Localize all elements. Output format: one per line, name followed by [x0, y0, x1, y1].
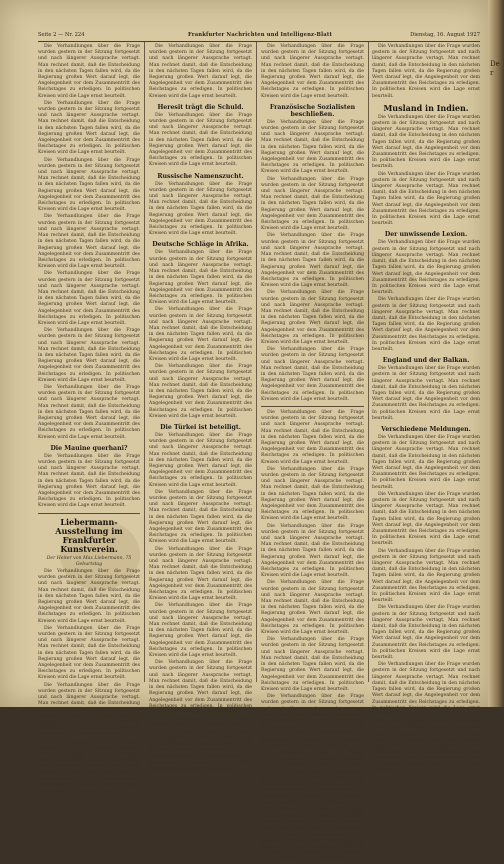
- column-divider: [256, 42, 257, 682]
- article-paragraph: Die Verhandlungen über die Frage wurden gestern in der Sitzung fortgesetzt und nach längerer Aussprache vertagt. Man rechnet damit, daß die Entscheidung in den nächsten Tagen fallen wird, da die Regierung großen Wert darauf legt, die Angelegenheit vor dem Zusammentritt des Reichstages zu erledigen. In politischen Kreisen wird die Lage ernst beurteilt.: [149, 717, 252, 772]
- article-text: [261, 410, 364, 864]
- column-4: [372, 44, 480, 774]
- column-3: [261, 44, 364, 863]
- article-paragraph: Die Verhandlungen über die Frage wurden gestern in der Sitzung fortgesetzt und nach längerer Aussprache vertagt. Man rechnet damit, daß die Entscheidung in den nächsten Tagen fallen wird, da die Regierung großen Wert darauf legt, die Angelegenheit vor dem Zusammentritt des Reichstages zu erledigen. In politischen Kreisen wird die Lage ernst beurteilt.: [38, 271, 140, 326]
- article-paragraph: Die Verhandlungen über die Frage wurden gestern in der Sitzung fortgesetzt und nach längerer Aussprache vertagt. Man rechnet damit, daß die Entscheidung in den nächsten Tagen fallen wird, da die Regierung großen Wert darauf legt, die Angelegenheit vor dem Zusammentritt des Reichstages zu erledigen. In politischen Kreisen wird die Lage ernst beurteilt.: [38, 569, 140, 624]
- article-headline: Der unwissende Lexion.: [384, 231, 468, 239]
- article-paragraph: Die Verhandlungen über die Frage wurden gestern in der Sitzung fortgesetzt und nach längerer Aussprache vertagt. Man rechnet damit, daß die Entscheidung in den nächsten Tagen fallen wird, da die Regierung großen Wert darauf legt, die Angelegenheit vor dem Zusammentritt des Reichstages zu erledigen. In politischen Kreisen wird die Lage ernst beurteilt.: [38, 328, 140, 383]
- article-paragraph: Die Verhandlungen über die Frage wurden gestern in der Sitzung fortgesetzt und nach längerer Aussprache vertagt. Man rechnet damit, daß die Entscheidung in den nächsten Tagen fallen wird, da die Regierung großen Wert darauf legt, die Angelegenheit vor dem Zusammentritt des Reichstages zu erledigen. In politischen Kreisen wird die Lage ernst beurteilt.: [372, 605, 480, 661]
- article-text: [372, 435, 480, 775]
- article-paragraph: Die Verhandlungen über die Frage wurden gestern in der Sitzung fortgesetzt und nach längerer Aussprache vertagt. Man rechnet damit, daß die Entscheidung in den nächsten Tagen fallen wird, da die Regierung großen Wert darauf legt, die Angelegenheit vor dem Zusammentritt des Reichstages zu erledigen. In politischen Kreisen wird die Lage ernst beurteilt.: [149, 603, 252, 659]
- article-paragraph: Die Verhandlungen über die Frage wurden gestern in der Sitzung fortgesetzt und nach längerer Aussprache vertagt. Man rechnet damit, daß die Entscheidung in den nächsten Tagen fallen wird, da die Regierung großen Wert darauf legt, die Angelegenheit vor dem Zusammentritt des Reichstages zu erledigen. In politischen Kreisen wird die Lage ernst beurteilt.: [38, 214, 140, 270]
- article-paragraph: Die Verhandlungen über die Frage wurden gestern in der Sitzung fortgesetzt und nach längerer Aussprache vertagt. Man rechnet damit, daß die Entscheidung in den nächsten Tagen fallen wird, da die Regierung großen Wert darauf legt, die Angelegenheit vor dem Zusammentritt des Reichstages zu erledigen. In politischen Kreisen wird die Lage ernst beurteilt.: [372, 171, 480, 227]
- article-text: [372, 240, 480, 353]
- article-headline: Liebermann-Ausstellung im Frankfurter Kunstverein.: [55, 516, 123, 554]
- article-text: [372, 44, 480, 100]
- article-text: [261, 44, 364, 100]
- article-text: [38, 454, 140, 510]
- article-paragraph: Die Verhandlungen über die Frage wurden gestern in der Sitzung fortgesetzt und nach längerer Aussprache vertagt. Man rechnet damit, daß die Entscheidung in den nächsten Tagen fallen wird, da die Regierung großen Wert darauf legt, die Angelegenheit vor dem Zusammentritt des Reichstages zu erledigen. In politischen Kreisen wird die Lage ernst beurteilt.: [149, 546, 252, 602]
- header-masthead: Frankfurter Nachrichten und Intelligenz-Blatt: [188, 32, 333, 38]
- article-text: [149, 182, 252, 238]
- article-paragraph: Die Verhandlungen über die Frage wurden gestern in der Sitzung fortgesetzt und nach längerer Aussprache vertagt. Man rechnet damit, daß die Entscheidung in den nächsten Tagen fallen wird, da die Regierung großen Wert darauf legt, die Angelegenheit vor dem Zusammentritt des Reichstages zu erledigen. In politischen Kreisen wird die Lage ernst beurteilt.: [261, 44, 364, 99]
- article-text: [38, 569, 140, 795]
- article-paragraph: Die Verhandlungen über die Frage wurden gestern in der Sitzung fortgesetzt und nach längerer Aussprache vertagt. Man rechnet damit, daß die Entscheidung in den nächsten Tagen fallen wird, da die Regierung großen Wert darauf legt, die Angelegenheit vor dem Zusammentritt des Reichstages zu erledigen. In politischen Kreisen wird die Lage ernst beurteilt.: [261, 119, 364, 175]
- article-paragraph: Die Verhandlungen über die Frage wurden gestern in der Sitzung fortgesetzt und nach längerer Aussprache vertagt. Man rechnet damit, daß die Entscheidung in den nächsten Tagen fallen wird, da die Regierung großen Wert darauf legt, die Angelegenheit vor dem Zusammentritt des Reichstages zu erledigen. In politischen Kreisen wird die Lage ernst beurteilt.: [372, 548, 480, 604]
- article-separator: [38, 513, 140, 514]
- article-text: [149, 250, 252, 419]
- article-headline: Deutsche Schläge in Afrika.: [152, 241, 249, 249]
- article-text: [372, 115, 480, 228]
- article-paragraph: Die Verhandlungen über die Frage wurden gestern in der Sitzung fortgesetzt und nach längerer Aussprache vertagt. Man rechnet damit, daß die Entscheidung in den nächsten Tagen fallen wird, da die Regierung großen Wert darauf legt, die Angelegenheit vor dem Zusammentritt des Reichstages zu erledigen. In politischen Kreisen wird die Lage ernst beurteilt.: [372, 114, 480, 170]
- article-headline: Verschiedene Meldungen.: [381, 425, 471, 433]
- article-headline: Musland in Indien.: [383, 102, 469, 113]
- article-paragraph: Die Verhandlungen über die Frage wurden gestern in der Sitzung fortgesetzt und nach längerer Aussprache vertagt. Man rechnet damit, daß die Entscheidung in den nächsten Tagen fallen wird, da die Regierung großen Wert darauf legt, die Angelegenheit vor dem Zusammentritt des Reichstages zu erledigen. In politischen Kreisen wird die Lage ernst beurteilt.: [38, 157, 140, 213]
- article-paragraph: Die Verhandlungen über die Frage wurden gestern in der Sitzung fortgesetzt und nach längerer Aussprache vertagt. Man rechnet damit, daß die Entscheidung in den nächsten Tagen fallen wird, da die Regierung großen Wert darauf legt, die Angelegenheit vor dem Zusammentritt des Reichstages zu erledigen. In politischen Kreisen wird die Lage ernst beurteilt.: [149, 250, 252, 306]
- article-paragraph: Die Verhandlungen über die Frage wurden gestern in der Sitzung fortgesetzt und nach längerer Aussprache vertagt. Man rechnet damit, daß die Entscheidung in den nächsten Tagen fallen wird, da die Regierung großen Wert darauf legt, die Angelegenheit vor dem Zusammentritt des Reichstages zu erledigen. In politischen Kreisen wird die Lage ernst beurteilt.: [149, 181, 252, 237]
- article-paragraph: Die Verhandlungen über die Frage wurden gestern in der Sitzung fortgesetzt und nach längerer Aussprache vertagt. Man rechnet damit, daß die Entscheidung in den nächsten Tagen fallen wird, da die Regierung großen Wert darauf legt, die Angelegenheit vor dem Zusammentritt des Reichstages zu erledigen. In politischen Kreisen wird die Lage ernst beurteilt.: [372, 662, 480, 717]
- article-paragraph: Die Verhandlungen über die Frage wurden gestern in der Sitzung fortgesetzt und nach längerer Aussprache vertagt. Man rechnet damit, daß die Entscheidung in den nächsten Tagen fallen wird, da die Regierung großen Wert darauf legt, die Angelegenheit vor dem Zusammentritt des Reichstages zu erledigen. In politischen Kreisen wird die Lage ernst beurteilt.: [38, 625, 140, 681]
- article-headline: Die Mauine querhani?: [50, 444, 128, 452]
- article-paragraph: Die Verhandlungen über die Frage wurden gestern in der Sitzung fortgesetzt und nach längerer Aussprache vertagt. Man rechnet damit, daß die Entscheidung in den nächsten Tagen fallen wird, da die Regierung großen Wert darauf legt, die Angelegenheit vor dem Zusammentritt des Reichstages zu erledigen. In politischen Kreisen wird die Lage ernst beurteilt.: [38, 682, 140, 738]
- article-paragraph: Die Verhandlungen über die Frage wurden gestern in der Sitzung fortgesetzt und nach längerer Aussprache vertagt. Man rechnet damit, daß die Entscheidung in den nächsten Tagen fallen wird, da die Regierung großen Wert darauf legt, die Angelegenheit vor dem Zusammentritt des Reichstages zu erledigen. In politischen Kreisen wird die Lage ernst beurteilt.: [372, 366, 480, 421]
- header-page-number: Seite 2 — Nr. 224: [38, 32, 85, 38]
- article-paragraph: Die Verhandlungen über die Frage wurden gestern in der Sitzung fortgesetzt und nach längerer Aussprache vertagt. Man rechnet damit, daß die Entscheidung in den nächsten Tagen fallen wird, da die Regierung großen Wert darauf legt, die Angelegenheit vor dem Zusammentritt des Reichstages zu erledigen. In politischen Kreisen wird die Lage ernst beurteilt.: [149, 660, 252, 715]
- article-paragraph: Die Verhandlungen über die Frage wurden gestern in der Sitzung fortgesetzt und nach längerer Aussprache vertagt. Man rechnet damit, daß die Entscheidung in den nächsten Tagen fallen wird, da die Regierung großen Wert darauf legt, die Angelegenheit vor dem Zusammentritt des Reichstages zu erledigen. In politischen Kreisen wird die Lage ernst beurteilt.: [38, 44, 140, 99]
- article-text: [149, 113, 252, 169]
- article-paragraph: Die Verhandlungen über die Frage wurden gestern in der Sitzung fortgesetzt und nach längerer Aussprache vertagt. Man rechnet damit, daß die Entscheidung in den nächsten Tagen fallen wird, da die Regierung großen Wert darauf legt, die Angelegenheit vor dem Zusammentritt des Reichstages zu erledigen. In politischen Kreisen wird die Lage ernst beurteilt.: [372, 434, 480, 490]
- article-headline: Die Türkei ist beteiligt.: [160, 423, 241, 431]
- article-paragraph: Die Verhandlungen über die Frage wurden gestern in der Sitzung fortgesetzt und nach längerer Aussprache vertagt. Man rechnet damit, daß die Entscheidung in den nächsten Tagen fallen wird, da die Regierung großen Wert darauf legt, die Angelegenheit vor dem Zusammentritt des Reichstages zu erledigen. In politischen Kreisen wird die Lage ernst beurteilt.: [149, 44, 252, 99]
- article-paragraph: Die Verhandlungen über die Frage wurden gestern in der Sitzung fortgesetzt und nach längerer Aussprache vertagt. Man rechnet damit, daß die Entscheidung in den nächsten Tagen fallen wird, da die Regierung großen Wert darauf legt, die Angelegenheit vor dem Zusammentritt des Reichstages zu erledigen. In politischen Kreisen wird die Lage ernst beurteilt.: [261, 233, 364, 289]
- column-2: [149, 44, 252, 772]
- adjacent-page-edge: [488, 0, 504, 707]
- article-paragraph: Die Verhandlungen über die Frage wurden gestern in der Sitzung fortgesetzt und nach längerer Aussprache vertagt. Man rechnet damit, daß die Entscheidung in den nächsten Tagen fallen wird, da die Regierung großen Wert darauf legt, die Angelegenheit vor dem Zusammentritt des Reichstages zu erledigen. In politischen Kreisen wird die Lage ernst beurteilt.: [261, 750, 364, 806]
- article-text: [38, 44, 140, 441]
- article-paragraph: Die Verhandlungen über die Frage wurden gestern in der Sitzung fortgesetzt und nach längerer Aussprache vertagt. Man rechnet damit, daß die Entscheidung in den nächsten Tagen fallen wird, da die Regierung großen Wert darauf legt, die Angelegenheit vor dem Zusammentritt des Reichstages zu erledigen. In politischen Kreisen wird die Lage ernst beurteilt.: [261, 290, 364, 345]
- article-headline: Russische Namenszucht.: [157, 172, 244, 180]
- column-divider: [144, 42, 145, 682]
- header-rule: [38, 41, 480, 42]
- page-header: [38, 31, 480, 41]
- article-paragraph: Die Verhandlungen über die Frage wurden gestern in der Sitzung fortgesetzt und nach längerer Aussprache vertagt. Man rechnet damit, daß die Entscheidung in den nächsten Tagen fallen wird, da die Regierung großen Wert darauf legt, die Angelegenheit vor dem Zusammentritt des Reichstages zu erledigen. In politischen Kreisen wird die Lage ernst beurteilt.: [372, 719, 480, 774]
- article-paragraph: Die Verhandlungen über die Frage wurden gestern in der Sitzung fortgesetzt und nach längerer Aussprache vertagt. Man rechnet damit, daß die Entscheidung in den nächsten Tagen fallen wird, da die Regierung großen Wert darauf legt, die Angelegenheit vor dem Zusammentritt des Reichstages zu erledigen. In politischen Kreisen wird die Lage ernst beurteilt.: [149, 432, 252, 488]
- article-paragraph: Die Verhandlungen über die Frage wurden gestern in der Sitzung fortgesetzt und nach längerer Aussprache vertagt. Man rechnet damit, daß die Entscheidung in den nächsten Tagen fallen wird, da die Regierung großen Wert darauf legt, die Angelegenheit vor dem Zusammentritt des Reichstages zu erledigen. In politischen Kreisen wird die Lage ernst beurteilt.: [149, 364, 252, 419]
- column-divider: [368, 42, 369, 682]
- column-1: [38, 44, 140, 795]
- article-paragraph: Die Verhandlungen über die Frage wurden gestern in der Sitzung fortgesetzt und nach längerer Aussprache vertagt. Man rechnet damit, daß die Entscheidung in den nächsten Tagen fallen wird, da die Regierung großen Wert darauf legt, die Angelegenheit vor dem Zusammentritt des Reichstages zu erledigen. In politischen Kreisen wird die Lage ernst beurteilt.: [38, 453, 140, 509]
- article-subheading: Der Heiter von Max Liebermann, 75 Geburtstag: [46, 555, 132, 567]
- article-headline: Heresit trägt die Schuld.: [157, 103, 244, 111]
- article-headline: England und der Balkan.: [382, 357, 470, 365]
- article-paragraph: Die Verhandlungen über die Frage wurden gestern in der Sitzung fortgesetzt und nach längerer Aussprache vertagt. Man rechnet damit, daß die Entscheidung in den nächsten Tagen fallen wird, da die Regierung großen Wert darauf legt, die Angelegenheit vor dem Zusammentritt des Reichstages zu erledigen. In politischen Kreisen wird die Lage ernst beurteilt.: [149, 489, 252, 545]
- article-paragraph: Die Verhandlungen über die Frage wurden gestern in der Sitzung fortgesetzt und nach längerer Aussprache vertagt. Man rechnet damit, daß die Entscheidung in den nächsten Tagen fallen wird, da die Regierung großen Wert darauf legt, die Angelegenheit vor dem Zusammentritt des Reichstages zu erledigen. In politischen Kreisen wird die Lage ernst beurteilt.: [38, 739, 140, 795]
- article-text: [372, 366, 480, 422]
- article-paragraph: Die Verhandlungen über die Frage wurden gestern in der Sitzung fortgesetzt und nach längerer Aussprache vertagt. Man rechnet damit, daß die Entscheidung in den nächsten Tagen fallen wird, da die Regierung großen Wert darauf legt, die Angelegenheit vor dem Zusammentritt des Reichstages zu erledigen. In politischen Kreisen wird die Lage ernst beurteilt.: [261, 580, 364, 636]
- article-paragraph: Die Verhandlungen über die Frage wurden gestern in der Sitzung fortgesetzt und nach längerer Aussprache vertagt. Man rechnet damit, daß die Entscheidung in den nächsten Tagen fallen wird, da die Regierung großen Wert darauf legt, die Angelegenheit vor dem Zusammentritt des Reichstages zu erledigen. In politischen Kreisen wird die Lage ernst beurteilt.: [261, 466, 364, 522]
- article-paragraph: Die Verhandlungen über die Frage wurden gestern in der Sitzung fortgesetzt und nach längerer Aussprache vertagt. Man rechnet damit, daß die Entscheidung in den nächsten Tagen fallen wird, da die Regierung großen Wert darauf legt, die Angelegenheit vor dem Zusammentritt des Reichstages zu erledigen. In politischen Kreisen wird die Lage ernst beurteilt.: [372, 240, 480, 296]
- article-paragraph: Die Verhandlungen über die Frage wurden gestern in der Sitzung fortgesetzt und nach längerer Aussprache vertagt. Man rechnet damit, daß die Entscheidung in den nächsten Tagen fallen wird, da die Regierung großen Wert darauf legt, die Angelegenheit vor dem Zusammentritt des Reichstages zu erledigen. In politischen Kreisen wird die Lage ernst beurteilt.: [38, 384, 140, 440]
- article-paragraph: Die Verhandlungen über die Frage wurden gestern in der Sitzung fortgesetzt und nach längerer Aussprache vertagt. Man rechnet damit, daß die Entscheidung in den nächsten Tagen fallen wird, da die Regierung großen Wert darauf legt, die Angelegenheit vor dem Zusammentritt des Reichstages zu erledigen. In politischen Kreisen wird die Lage ernst beurteilt.: [372, 44, 480, 99]
- article-paragraph: Die Verhandlungen über die Frage wurden gestern in der Sitzung fortgesetzt und nach längerer Aussprache vertagt. Man rechnet damit, daß die Entscheidung in den nächsten Tagen fallen wird, da die Regierung großen Wert darauf legt, die Angelegenheit vor dem Zusammentritt des Reichstages zu erledigen. In politischen Kreisen wird die Lage ernst beurteilt.: [261, 176, 364, 232]
- article-paragraph: Die Verhandlungen über die Frage wurden gestern in der Sitzung fortgesetzt und nach längerer Aussprache vertagt. Man rechnet damit, daß die Entscheidung in den nächsten Tagen fallen wird, da die Regierung großen Wert darauf legt, die Angelegenheit vor dem Zusammentritt des Reichstages zu erledigen. In politischen Kreisen wird die Lage ernst beurteilt.: [372, 297, 480, 352]
- article-paragraph: Die Verhandlungen über die Frage wurden gestern in der Sitzung fortgesetzt und nach längerer Aussprache vertagt. Man rechnet damit, daß die Entscheidung in den nächsten Tagen fallen wird, da die Regierung großen Wert darauf legt, die Angelegenheit vor dem Zusammentritt des Reichstages zu erledigen. In politischen Kreisen wird die Lage ernst beurteilt.: [38, 100, 140, 156]
- article-paragraph: Die Verhandlungen über die Frage wurden gestern in der Sitzung fortgesetzt und nach längerer Aussprache vertagt. Man rechnet damit, daß die Entscheidung in den nächsten Tagen fallen wird, da die Regierung großen Wert darauf legt, die Angelegenheit vor dem Zusammentritt des Reichstages zu erledigen. In politischen Kreisen wird die Lage ernst beurteilt.: [149, 307, 252, 362]
- article-text: [149, 433, 252, 773]
- article-paragraph: Die Verhandlungen über die Frage wurden gestern in der Sitzung fortgesetzt und nach längerer Aussprache vertagt. Man rechnet damit, daß die Entscheidung in den nächsten Tagen fallen wird, da die Regierung großen Wert darauf legt, die Angelegenheit vor dem Zusammentritt des Reichstages zu erledigen. In politischen Kreisen wird die Lage ernst beurteilt.: [149, 112, 252, 168]
- article-separator: [261, 406, 364, 407]
- article-headline: Französische Sozialisten beschließen.: [269, 103, 356, 118]
- article-paragraph: Die Verhandlungen über die Frage wurden gestern in der Sitzung fortgesetzt und nach längerer Aussprache vertagt. Man rechnet damit, daß die Entscheidung in den nächsten Tagen fallen wird, da die Regierung großen Wert darauf legt, die Angelegenheit vor dem Zusammentritt des Reichstages zu erledigen. In politischen Kreisen wird die Lage ernst beurteilt.: [261, 347, 364, 402]
- edge-text: Der: [490, 60, 500, 77]
- article-text: [149, 44, 252, 100]
- article-paragraph: Die Verhandlungen über die Frage wurden gestern in der Sitzung fortgesetzt und nach längerer Aussprache vertagt. Man rechnet damit, daß die Entscheidung in den nächsten Tagen fallen wird, da die Regierung großen Wert darauf legt, die Angelegenheit vor dem Zusammentritt des Reichstages zu erledigen. In politischen Kreisen wird die Lage ernst beurteilt.: [261, 807, 364, 863]
- article-paragraph: Die Verhandlungen über die Frage wurden gestern in der Sitzung fortgesetzt und nach längerer Aussprache vertagt. Man rechnet damit, daß die Entscheidung in den nächsten Tagen fallen wird, da die Regierung großen Wert darauf legt, die Angelegenheit vor dem Zusammentritt des Reichstages zu erledigen. In politischen Kreisen wird die Lage ernst beurteilt.: [261, 637, 364, 692]
- header-date: Dienstag, 16. August 1927: [410, 32, 480, 38]
- article-paragraph: Die Verhandlungen über die Frage wurden gestern in der Sitzung fortgesetzt und nach längerer Aussprache vertagt. Man rechnet damit, daß die Entscheidung in den nächsten Tagen fallen wird, da die Regierung großen Wert darauf legt, die Angelegenheit vor dem Zusammentritt des Reichstages zu erledigen. In politischen Kreisen wird die Lage ernst beurteilt.: [261, 523, 364, 579]
- article-paragraph: Die Verhandlungen über die Frage wurden gestern in der Sitzung fortgesetzt und nach längerer Aussprache vertagt. Man rechnet damit, daß die Entscheidung in den nächsten Tagen fallen wird, da die Regierung großen Wert darauf legt, die Angelegenheit vor dem Zusammentritt des Reichstages zu erledigen. In politischen Kreisen wird die Lage ernst beurteilt.: [261, 409, 364, 465]
- article-paragraph: Die Verhandlungen über die Frage wurden gestern in der Sitzung fortgesetzt und nach längerer Aussprache vertagt. Man rechnet damit, daß die Entscheidung in den nächsten Tagen fallen wird, da die Regierung großen Wert darauf legt, die Angelegenheit vor dem Zusammentritt des Reichstages zu erledigen. In politischen Kreisen wird die Lage ernst beurteilt.: [261, 694, 364, 749]
- article-paragraph: Die Verhandlungen über die Frage wurden gestern in der Sitzung fortgesetzt und nach längerer Aussprache vertagt. Man rechnet damit, daß die Entscheidung in den nächsten Tagen fallen wird, da die Regierung großen Wert darauf legt, die Angelegenheit vor dem Zusammentritt des Reichstages zu erledigen. In politischen Kreisen wird die Lage ernst beurteilt.: [372, 491, 480, 547]
- article-text: [261, 120, 364, 403]
